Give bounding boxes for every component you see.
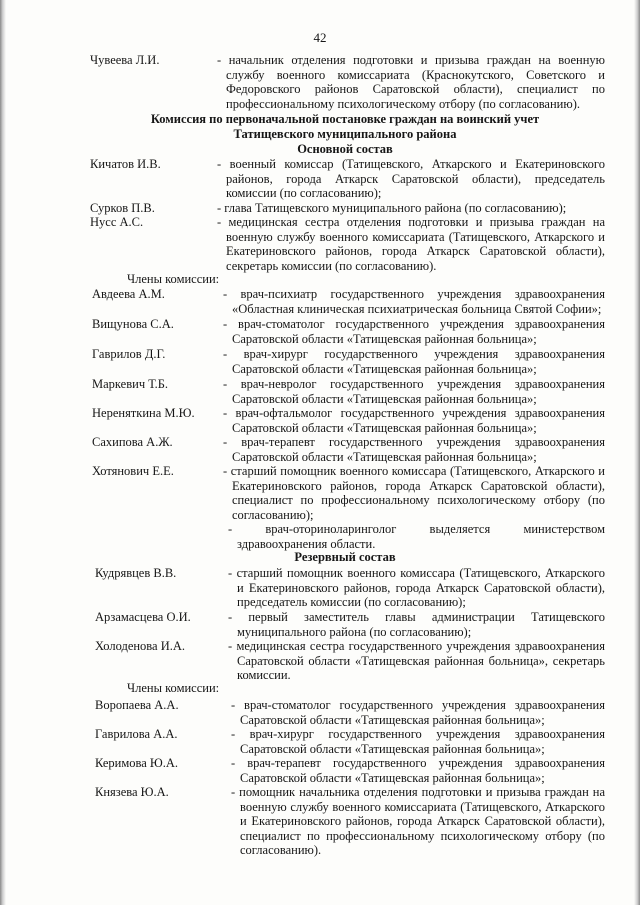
leader-description: - первый заместитель главы администрации Татищевского муниципального района (по согласованию); <box>228 610 605 639</box>
member-name: Гаврилов Д.Г. <box>92 347 166 361</box>
leader-name: Нусс А.С. <box>90 215 144 229</box>
member-name: Сахипова А.Ж. <box>92 435 173 449</box>
entry-description: - начальник отделения подготовки и призыва граждан на военную службу военного комиссариата (Краснокутского, Советского и Федоровского районов Саратовской области), специалист по профессиональному психологическому отбору (по согласованию). <box>217 53 605 111</box>
leader-name: Сурков П.В. <box>90 201 155 215</box>
main-composition-heading: Основной состав <box>297 142 393 156</box>
member-name: Вищунова С.А. <box>92 317 174 331</box>
member-description: - врач-терапевт государственного учреждения здравоохранения Саратовской области «Татищевская районная больница»; <box>231 756 605 785</box>
member-name: Воропаева А.А. <box>95 698 179 712</box>
reserve-composition-heading: Резервный состав <box>294 550 396 564</box>
member-description: - врач-офтальмолог государственного учреждения здравоохранения Саратовской области «Татищевская районная больница»; <box>223 406 605 435</box>
member-description: - врач-хирург государственного учреждения здравоохранения Саратовской области «Татищевская районная больница»; <box>231 727 605 756</box>
member-name: Хотянович Е.Е. <box>92 464 174 478</box>
leader-name: Кичатов И.В. <box>90 157 161 171</box>
member-name: Князева Ю.А. <box>95 785 169 799</box>
member-description: - врач-невролог государственного учреждения здравоохранения Саратовской области «Татищевская районная больница»; <box>223 377 605 406</box>
member-name: Маркевич Т.Б. <box>92 377 169 391</box>
member-description: - врач-хирург государственного учреждения здравоохранения Саратовской области «Татищевская районная больница»; <box>223 347 605 376</box>
main-members-label: Члены комиссии: <box>127 272 220 286</box>
leader-description: - военный комиссар (Татищевского, Аткарского и Екатериновского районов, города Аткарск Саратовской области), председатель комиссии (по согласованию); <box>217 157 605 201</box>
leader-name: Кудрявцев В.В. <box>95 566 177 580</box>
leader-description: - старший помощник военного комиссара (Татищевского, Аткарского и Екатериновского районов, города Аткарск Саратовской области), председатель комиссии (по согласованию); <box>228 566 605 610</box>
member-name: Керимова Ю.А. <box>95 756 179 770</box>
scan-right-edge <box>634 0 640 905</box>
member-description: - врач-оториноларинголог выделяется министерством здравоохранения области. <box>228 522 605 551</box>
member-description: - помощник начальника отделения подготовки и призыва граждан на военную службу военного комиссариата (Татищевского, Аткарского и Екатериновского районов, города Аткарск Саратовской области), специалист по профессиональному психологическому отбору (по согласованию). <box>231 785 605 858</box>
member-name: Авдеева А.М. <box>92 287 165 301</box>
leader-description: - медицинская сестра государственного учреждения здравоохранения Саратовской области «Татищевская районная больница», секретарь комиссии. <box>228 639 605 683</box>
member-description: - врач-терапевт государственного учреждения здравоохранения Саратовской области «Татищевская районная больница»; <box>223 435 605 464</box>
reserve-members-label: Члены комиссии: <box>127 681 220 695</box>
commission-title <box>90 112 600 142</box>
member-description: - старший помощник военного комиссара (Татищевского, Аткарского и Екатериновского районов, города Аткарск Саратовской области), специалист по профессиональному психологическому отбору (по согласованию); <box>223 464 605 522</box>
leader-description: - медицинская сестра отделения подготовки и призыва граждан на военную службу военного комиссариата (Татищевского, Аткарского и Екатериновского районов, города Аткарск Саратовской области), секретарь комиссии (по согласованию). <box>217 215 605 273</box>
commission-title-line2: Татищевского муниципального района <box>233 127 457 141</box>
member-description: - врач-стоматолог государственного учреждения здравоохранения Саратовской области «Татищевская районная больница»; <box>231 698 605 727</box>
page-number: 42 <box>313 30 327 45</box>
member-name: Нереняткина М.Ю. <box>92 406 195 420</box>
member-description: - врач-психиатр государственного учреждения здравоохранения «Областная клиническая психиатрическая больница Святой Софии»; <box>223 287 605 316</box>
commission-title-line1: Комиссия по первоначальной постановке граждан на воинский учет <box>150 112 540 126</box>
leader-name: Арзамасцева О.И. <box>95 610 191 624</box>
entry-name: Чувеева Л.И. <box>90 53 160 67</box>
member-description: - врач-стоматолог государственного учреждения здравоохранения Саратовской области «Татищевская районная больница»; <box>223 317 605 346</box>
member-name: Гаврилова А.А. <box>95 727 178 741</box>
leader-name: Холоденова И.А. <box>95 639 186 653</box>
leader-description: - глава Татищевского муниципального района (по согласованию); <box>217 201 567 215</box>
scan-left-edge <box>0 0 6 905</box>
